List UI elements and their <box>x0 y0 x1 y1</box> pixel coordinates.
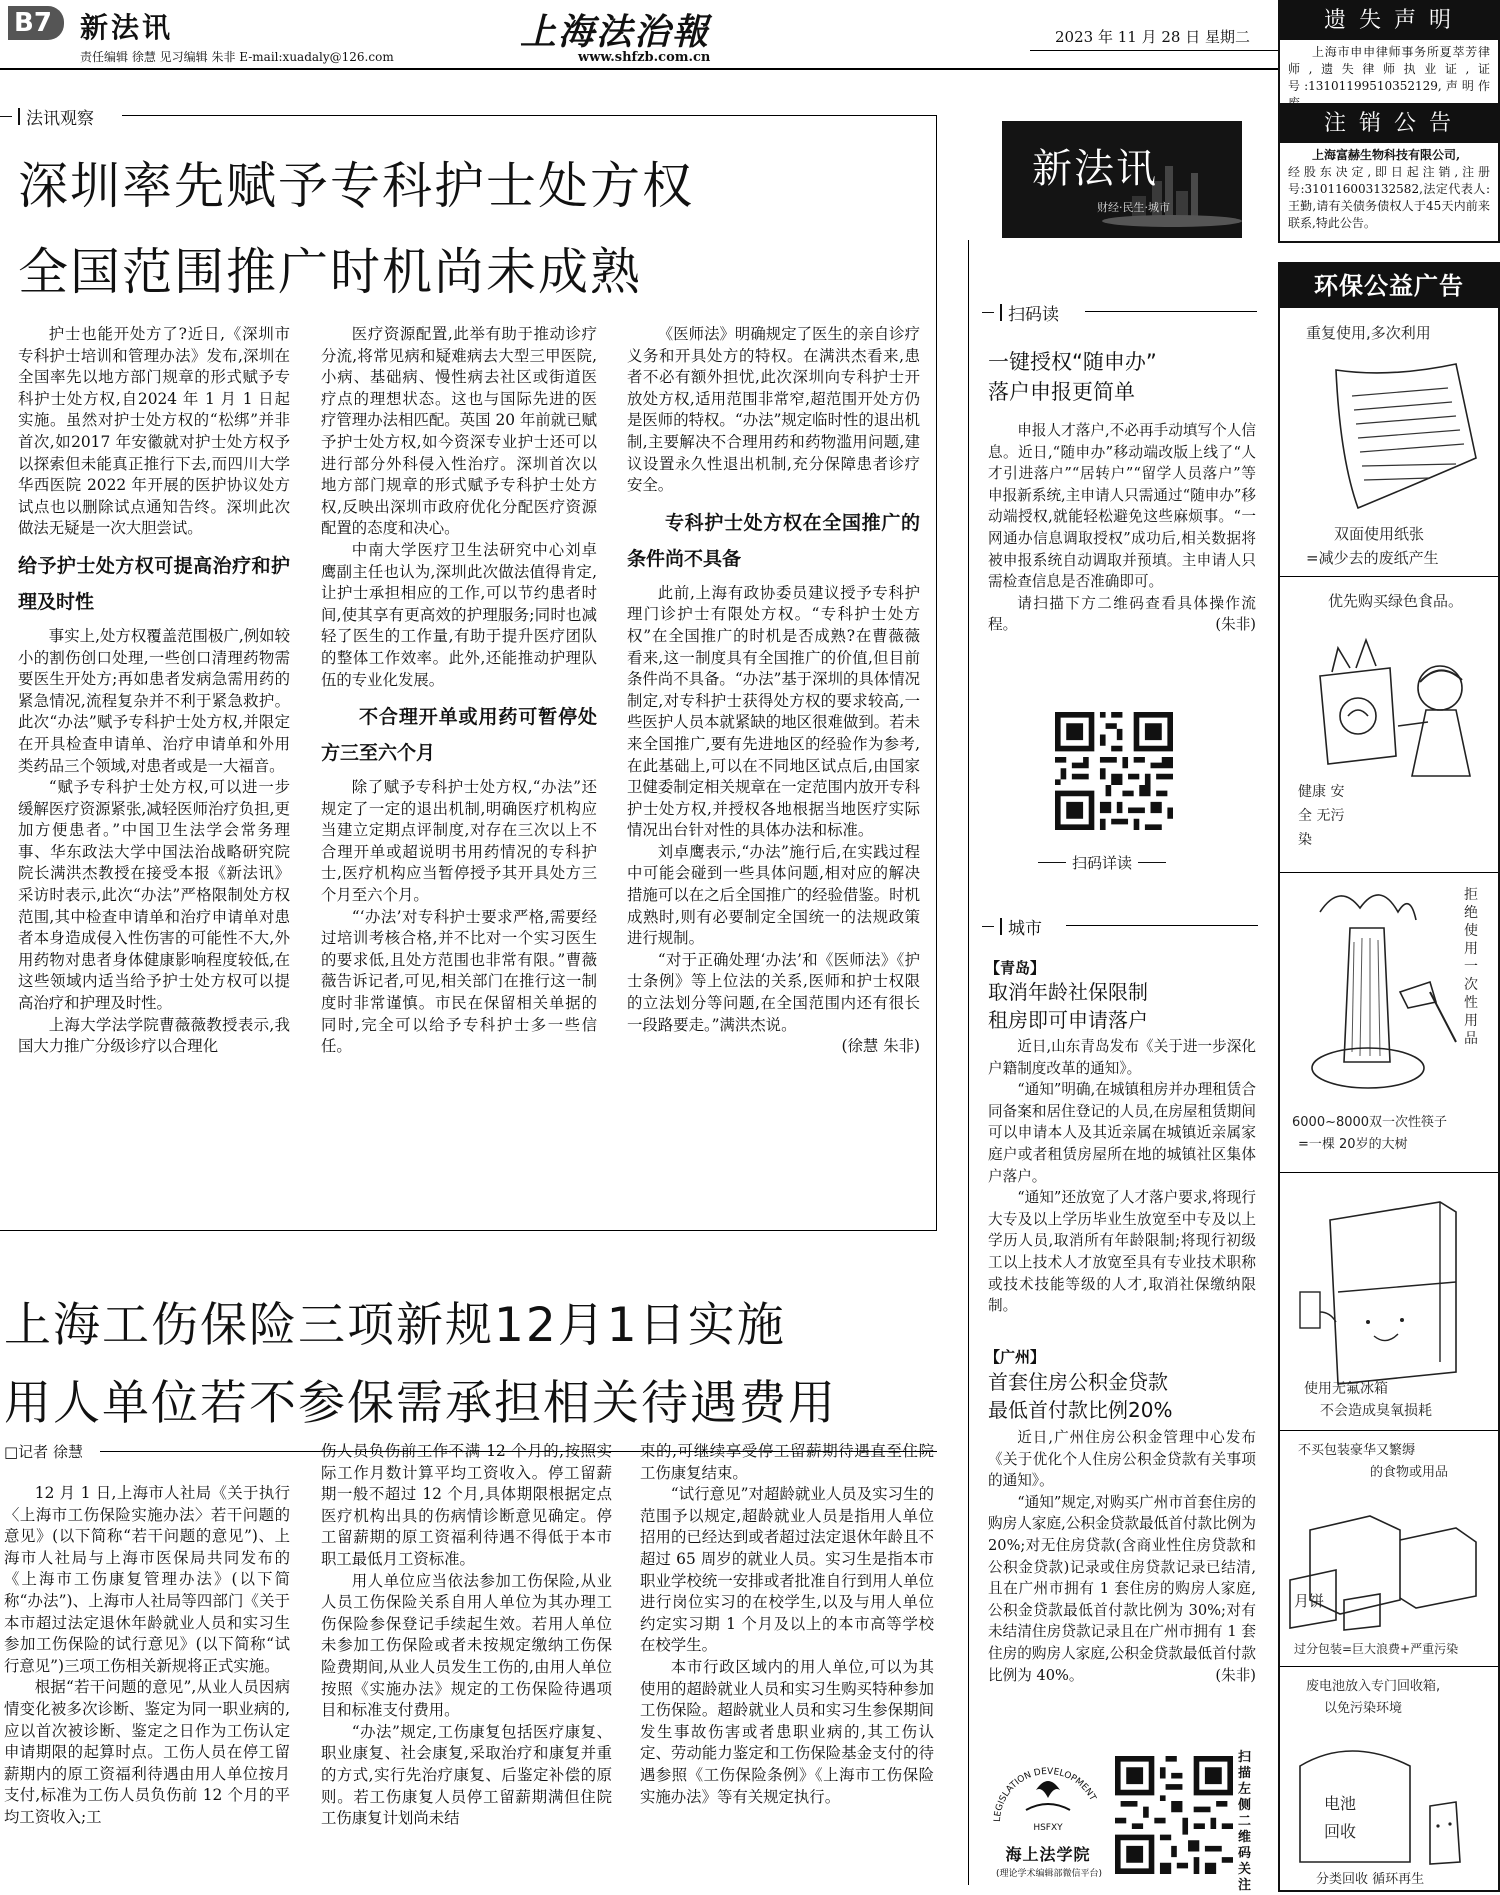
academy-name: 海上法学院 <box>1005 1845 1091 1864</box>
paragraph: 近日,广州住房公积金管理中心发布《关于优化个人住房公积金贷款有关事项的通知》。 <box>988 1429 1256 1490</box>
paragraph: 近日,山东青岛发布《关于进一步深化户籍制度改革的通知》。 <box>988 1038 1256 1077</box>
ad-fluorine-free-fridge <box>1280 1172 1498 1431</box>
cancel-notice-body: 上海富赫生物科技有限公司, 经股东决定,即日起注销,注册号:310116003132582,法定代表人:王勤,请有关债务债权人于45天内前来联系,特此公告。 <box>1288 148 1490 230</box>
article2-byline: □记者 徐慧 <box>4 1443 83 1461</box>
svg-text:HSFXY: HSFXY <box>1033 1823 1063 1833</box>
signed: (朱非) <box>1215 1666 1256 1684</box>
paragraph: 事实上,处方权覆盖范围极广,例如较小的割伤创口处理,一些创口清理药物需要医生开处方;再如患者发病急需用药的紧急情况,流程复杂并不利于紧急救护。此次“办法”赋予专科护士处方权,并限定在开具检查申请单、治疗申请单和外用类药品三个领域,对患者或是一大福音。 <box>18 626 290 775</box>
paragraph: 本市行政区域内的用人单位,可以为其使用的超龄就业人员和实习生购买特种参加工伤保险。超龄就业人员和实习生参保期间发生事故伤害或者患职业病的,其工伤认定、劳动能力鉴定和工伤保险基金支付的待遇参照《工伤保险条例》《上海市工伤保险实施办法》等有关规定执行。 <box>640 1657 934 1806</box>
qr-caption: 扫码详读 <box>1038 852 1166 873</box>
qingdao-title: 取消年龄社保限制 租房即可申请落户 <box>988 980 1148 1032</box>
article2-column-1 <box>4 1483 290 1829</box>
brand-panel <box>1002 121 1242 238</box>
svg-text:LEGISLATION DEVELOPMENT: LEGISLATION DEVELOPMENT <box>992 1766 1098 1823</box>
masthead: 上海法治報 <box>520 11 711 53</box>
paragraph: 伤人员负伤前工作不满 12 个月的,按照实际工作月数计算平均工资收入。停工留薪期一般不超过 12 个月,具体期限根据定点医疗机构出具的伤病情诊断意见确定。停工留薪期的原工资福利待遇不得低于本市职工最低月工资标准。 <box>321 1442 612 1568</box>
ad-box-label: 月饼 <box>1294 1592 1325 1610</box>
academy-logo <box>988 1742 1108 1890</box>
eco-ad-title: 环保公益广告 <box>1280 264 1498 308</box>
scan-title: 一键授权“随申办” 落户申报更简单 <box>988 350 1157 404</box>
qingdao-article <box>988 1036 1256 1317</box>
qr-code-icon[interactable] <box>1055 712 1173 830</box>
editors-line: 责任编辑 徐慧 见习编辑 朱非 E-mail:xuadaly@126.com <box>80 50 394 64</box>
issue-date: 2023 年 11 月 28 日 星期二 <box>1055 28 1250 46</box>
gift-boxes-icon <box>1280 1430 1498 1666</box>
ad-caption: 6000~8000双一次性筷子 =一棵 20岁的大树 <box>1292 1115 1448 1152</box>
article1-title: 深圳率先赋予专科护士处方权 全国范围推广时机尚未成熟 <box>18 157 694 301</box>
ad-caption: 使用无氟冰箱 不会造成臭氧损耗 <box>1304 1381 1432 1419</box>
article1-column-1 <box>18 324 290 1058</box>
brand-title: 新法讯 <box>1032 146 1158 192</box>
subheading: 不合理开单或用药可暂停处方三至六个月 <box>321 706 597 765</box>
paragraph: “办法”规定,工伤康复包括医疗康复、职业康复、社会康复,采取治疗和康复并重的方式,实行先治疗康复、后鉴定补偿的原则。若工伤康复人员停工留薪期满但住院工伤康复计划尚未结 <box>321 1722 612 1828</box>
footer-scan-note: 扫描左侧二维码关注 <box>1238 1750 1252 1893</box>
footer-qr-code-icon[interactable] <box>1115 1756 1233 1874</box>
ad-reuse-paper <box>1280 308 1498 577</box>
ad-caption: 健康 安全 无污染 <box>1298 784 1345 848</box>
academy-caption: (理论学术编辑部微信平台) <box>995 1869 1103 1879</box>
guangzhou-title: 首套住房公积金贷款 最低首付款比例20% <box>988 1370 1173 1422</box>
scan-article <box>988 420 1256 636</box>
cancel-notice-title: 注 销 公 告 <box>1280 105 1498 143</box>
paragraph: 申报人才落户,不必再手动填写个人信息。近日,“随申办”移动端改版上线了“人才引进落户”“居转户”“留学人员落户”等申报新系统,主申请人只需通过“随申办”移动端授权,就能轻松避免这些麻烦事。“一网通办信息调取授权”成功后,相关数据将被申报系统自动调取并预填。主申请人只需检查信息是否准确即可。 <box>988 422 1256 591</box>
article1-column-2 <box>321 324 597 1058</box>
ad-caption: 优先购买绿色食品。 <box>1328 592 1464 610</box>
paragraph: “‘办法’对专科护士要求严格,需要经过培训考核合格,并不比对一个实习医生的要求低,且处方范围也非常有限。”曹薇薇告诉记者,可见,相关部门在推行这一制度时非常谨慎。市民在保留相关单据的同时,完全可以给予专科护士多一些信任。 <box>321 907 597 1056</box>
column-tag: 法讯观察 <box>0 104 94 129</box>
paragraph: 根据“若干问题的意见”,从业人员因病情变化被多次诊断、鉴定为同一职业病的,应以首次被诊断、鉴定之日作为工伤认定申请期限的起算时点。工伤人员在停工留薪期内的原工资福利待遇由用人单位按月支付,标准为工伤人员负伤前 12 个月的平均工资收入;工 <box>4 1678 290 1826</box>
article1-frame-right <box>936 115 937 1231</box>
ad-green-food <box>1280 576 1498 873</box>
paragraph: “通知”明确,在城镇租房并办理租赁合同备案和居住登记的人员,在房屋租赁期间可以申请本人及其近亲属在城镇近亲属家庭户或者租赁房屋所在地的城镇社区集体户落户。 <box>988 1081 1256 1185</box>
signed: (朱非) <box>1215 616 1256 634</box>
ad-caption: 不买包装豪华又繁缛 的食物或用品 <box>1298 1443 1449 1480</box>
paragraph: “赋予专科护士处方权,可以进一步缓解医疗资源紧张,减轻医师治疗负担,更加方便患者。”中国卫生法学会常务理事、华东政法大学中国法治战略研究院院长满洪杰教授在接受本报《新法讯》采访时表示,此次“办法”严格限制处方权范围,其中检查申请单和治疗申请单对患者本身造成侵入性伤害的可能性不大,外用药物对患者身体健康影响程度较低,在这些领域内适当给予护士处方权可以提高治疗和护理及时性。 <box>18 778 290 1013</box>
scan-tag: 扫码读 <box>982 300 1059 325</box>
paragraph: 12 月 1 日,上海市人社局《关于执行〈上海市工伤保险实施办法〉若干问题的意见》(以下简称“若干问题的意见”)、上海市人社局与上海市医保局共同发布的《上海市工伤康复管理办法》(以下简称“办法”)、上海市人社局等四部门《关于本市超过法定退休年龄就业人员和实习生参加工伤保险的试行意见》(以下简称“试行意见”)三项工伤相关新规将正式实施。 <box>4 1484 290 1675</box>
ad-caption: 重复使用,多次利用 <box>1306 324 1431 342</box>
website: www.shfzb.com.cn <box>578 50 711 65</box>
article2-title: 上海工伤保险三项新规12月1日实施 用人单位若不参保需承担相关待遇费用 <box>4 1298 837 1431</box>
paragraph: 此前,上海有政协委员建议授予专科护理门诊护士有限处方权。“专科护士处方权”在全国推广的时机是否成熟?在曹薇薇看来,这一制度具有全国推广的价值,但目前条件尚不具备。“办法”基于深圳的具体情况制定,对专科护士获得处方权的要求较高,一些医护人员本就紧缺的地区很难做到。若未来全国推广,要有先进地区的经验作为参考,在此基础上,可以在不同地区试点后,由国家卫健委制定相关规章在一定范围内放开专科护士处方权,并授权各地根据当地医疗实际情况出台针对性的具体办法和标准。 <box>627 583 920 840</box>
paragraph: 除了赋予专科护士处方权,“办法”还规定了一定的退出机制,明确医疗机构应当建立定期点评制度,对存在三次以上不合理开单或超说明书用药情况的专科护士,医疗机构应当暂停授予其开具处方三个月至六个月。 <box>321 778 597 905</box>
paragraph: 上海大学法学院曹薇薇教授表示,我国大力推广分级诊疗以合理化 <box>18 1015 290 1056</box>
cancel-notice <box>1278 103 1500 243</box>
page-number: B7 <box>14 8 52 38</box>
paragraph: “通知”还放宽了人才落户要求,将现行大专及以上学历毕业生放宽至中专及以上学历人员,取消所有年龄限制;将现行初级工以上技术人才放宽至具有专业技术职称或技术技能等级的人才,取消社保缴纳限制。 <box>988 1189 1256 1315</box>
paragraph: 用人单位应当依法参加工伤保险,从业人员工伤保险关系自用人单位为其办理工伤保险参保登记手续起生效。若用人单位未参加工伤保险或者未按规定缴纳工伤保险费期间,从业人员发生工伤的,由用人单位按照《实施办法》规定的工伤保险待遇项目和标准支付费用。 <box>321 1571 612 1720</box>
guangzhou-tag: 【广州】 <box>985 1348 1046 1366</box>
paragraph: 束的,可继续享受停工留薪期待遇直至住院工伤康复结束。 <box>640 1442 934 1482</box>
header-rule <box>0 68 1278 70</box>
ad-no-disposables <box>1280 872 1498 1173</box>
ad-excessive-packaging <box>1280 1430 1498 1667</box>
article1-column-3 <box>627 324 920 1058</box>
paragraph: “试行意见”对超龄就业人员及实习生的范围予以规定,超龄就业人员是指用人单位招用的已经达到或者超过法定退休年龄且不超过 65 周岁的就业人员。实习生是指本市职业学校统一安排或者批准自行到用人单位进行岗位实习的在校学生,以及与用人单位约定实习期 1 个月及以上的本市高等学校在校学生。 <box>640 1485 934 1655</box>
qingdao-tag: 【青岛】 <box>985 959 1046 977</box>
lost-notice-body: 上海市申申律师事务所夏萃芳律师,遗失律师执业证,证号:13101199510352129,声明作 <box>1288 45 1490 93</box>
brand-subtitle: 财经·民生·城市 <box>1097 201 1170 214</box>
article1-frame-top <box>122 115 937 116</box>
scan-tag-rule <box>1085 311 1257 312</box>
subheading: 给予护士处方权可提高治疗和护理及时性 <box>18 554 290 613</box>
ad-caption: 拒绝使用一次性用品 <box>1464 887 1478 1047</box>
city-tag-rule <box>1066 925 1258 926</box>
paragraph: “对于正确处理‘办法’和《医师法》《护士条例》等上位法的关系,医师和护士权限的立法划分等问题,在全国范围内还有很长一段路要走。”满洪杰说。 <box>627 950 920 1034</box>
paragraph: “通知”规定,对购买广州市首套住房的购房人家庭,公积金贷款最低首付款比例为 20%;对无住房贷款(含商业性住房贷款和公积金贷款)记录或住房贷款记录已结清,且在广州市拥有 1 套住房的购房人家庭,公积金贷款最低首付款比例为 30%;对有未结清住房贷款记录且在广州市拥有 1 套住房的购房人家庭,公积金贷款最低首付款比例为 40%。 (朱非) <box>988 1492 1256 1686</box>
ad-caption: 双面使用纸张 =减少去的废纸产生 <box>1306 525 1439 567</box>
ad-caption: 过分包装=巨大浪费+严重污染 <box>1294 1642 1459 1656</box>
guangzhou-article <box>988 1427 1256 1686</box>
recycling-bin-icon <box>1280 1666 1498 1890</box>
ad-box-label: 电池 回收 <box>1324 1794 1357 1841</box>
lost-notice-title: 遗 失 声 明 <box>1280 2 1498 40</box>
city-tag: 城市 <box>982 914 1042 939</box>
article1-byline: (徐慧 朱非) <box>841 1037 920 1056</box>
paragraph: 《医师法》明确规定了医生的亲自诊疗义务和开具处方的特权。在满洪杰看来,患者不必有额外担忧,此次深圳向专科护士开放处方权,适用范围非常窄,超范围开处方仍是医师的特权。“办法”规定临时性的退出机制,主要解决不合理用药和药物滥用问题,建议设置永久性退出机制,充分保障患者诊疗安全。 <box>627 325 920 495</box>
paragraph: 中南大学医疗卫生法研究中心刘卓鹰副主任也认为,深圳此次做法值得肯定,让护士承担相应的工作,可以节约患者时间,使其享有更高效的护理服务;同时也减轻了医生的工作量,有助于提升医疗团队的整体工作效率。此外,还能推动护理队伍的专业化发展。 <box>321 540 597 689</box>
section-name: 新法讯 <box>80 11 174 44</box>
article2-column-2 <box>321 1441 612 1830</box>
middle-divider <box>968 240 969 1885</box>
header-rule-thin <box>1030 50 1278 51</box>
subheading: 专科护士处方权在全国推广的条件尚不具备 <box>627 511 920 570</box>
ad-caption: 废电池放入专门回收箱, 以免污染环境 <box>1306 1679 1441 1716</box>
paragraph: 医疗资源配置,此举有助于推动诊疗分流,将常见病和疑难病去大型三甲医院,小病、基础病、慢性病去社区或街道医疗点的理想状态。这也与国际先进的医疗管理办法相匹配。英国 20 年前就已赋予护士处方权,如今资深专业护士还可以进行部分外科侵入性治疗。深圳首次以地方部门规章的形式赋予专科护士处方权,反映出深圳市政府优化分配医疗资源配置的态度和决心。 <box>321 325 597 538</box>
paragraph: 护士也能开处方了?近日,《深圳市专科护士培训和管理办法》发布,深圳在全国率先以地方部门规章的形式赋予专科护士处方权,自2024 年 1 月 1 日起实施。虽然对护士处方权的“松绑”并非首次,如2017 年安徽就对护士处方权予以探索但未能真正推行下去,而四川大学华西医院 2022 年开展的医护协议处方试点也以删除试点通知告终。深圳此次做法无疑是一次大胆尝试。 <box>18 325 290 538</box>
academy-emblem-icon <box>988 1742 1108 1838</box>
article1-frame-bottom <box>0 1230 937 1231</box>
eco-ad-panel <box>1278 262 1500 1892</box>
paragraph: 刘卓鹰表示,“办法”施行后,在实践过程中可能会碰到一些具体问题,相对应的解决措施可以在之后全国推广的经验借鉴。时机成熟时,则有必要制定全国统一的法规政策进行规制。 <box>627 842 920 948</box>
paragraph: 请扫描下方二维码查看具体操作流程。 (朱非) <box>988 593 1256 636</box>
article2-column-3 <box>640 1441 934 1808</box>
page-badge <box>8 6 64 40</box>
ad-caption: 分类回收 循环再生 <box>1316 1872 1425 1887</box>
ad-battery-recycling <box>1280 1666 1498 1890</box>
